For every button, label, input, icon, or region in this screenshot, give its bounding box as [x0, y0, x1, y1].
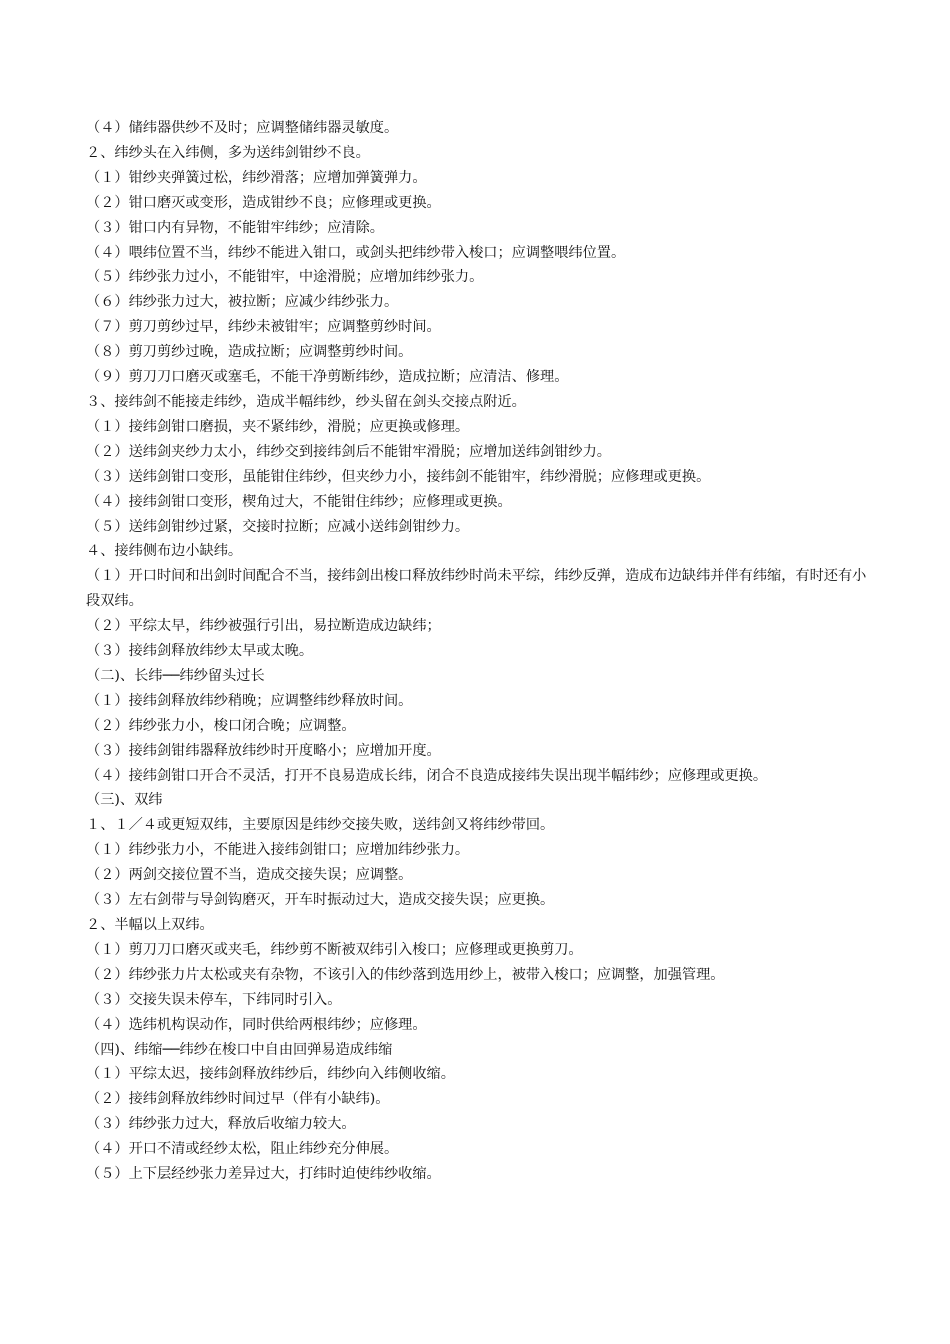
text-line: （５）上下层经纱张力差异过大，打纬时迫使纬纱收缩。 — [86, 1166, 441, 1183]
text-line: （１）平综太迟，接纬剑释放纬纱后，纬纱向入纬侧收缩。 — [86, 1066, 455, 1083]
text-line: （９）剪刀刀口磨灭或塞毛，不能干净剪断纬纱，造成拉断；应清洁、修理。 — [86, 369, 569, 386]
section-heading: （四)、纬缩──纬纱在梭口中自由回弹易造成纬缩 — [86, 1041, 393, 1058]
text-line: （３）钳口内有异物，不能钳牢纬纱；应清除。 — [86, 219, 384, 236]
text-line: （３）纬纱张力过大，释放后收缩力较大。 — [86, 1116, 356, 1133]
text-line: （３）左右剑带与导剑钩磨灭，开车时振动过大，造成交接失误；应更换。 — [86, 892, 555, 909]
text-line: （６）纬纱张力过大，被拉断；应减少纬纱张力。 — [86, 294, 399, 311]
text-line: （４）储纬器供纱不及时；应调整储纬器灵敏度。 — [86, 120, 399, 136]
text-line: （４）接纬剑钳口开合不灵活，打开不良易造成长纬，闭合不良造成接纬失误出现半幅纬纱；应修理或更换。 — [86, 767, 768, 784]
text-line: （１）接纬剑钳口磨损，夹不紧纬纱，滑脱；应更换或修理。 — [86, 418, 470, 435]
text-line: （１）剪刀刀口磨灭或夹毛，纬纱剪不断被双纬引入梭口；应修理或更换剪刀。 — [86, 941, 583, 958]
text-line: （７）剪刀剪纱过早，纬纱未被钳牢；应调整剪纱时间。 — [86, 319, 441, 336]
section-heading: ２、纬纱头在入纬侧，多为送纬剑钳纱不良。 — [86, 144, 370, 161]
text-line: （２）纬纱张力片太松或夹有杂物，不该引入的伟纱落到选用纱上，被带入梭口；应调整，加强管理。 — [86, 966, 725, 983]
text-line: （３）送纬剑钳口变形，虽能钳住纬纱，但夹纱力小，接纬剑不能钳牢，纬纱滑脱；应修理或更换。 — [86, 468, 711, 485]
section-heading: （二)、长纬──纬纱留头过长 — [86, 667, 265, 684]
text-line: （２）平综太早，纬纱被强行引出，易拉断造成边缺纬； — [86, 618, 441, 635]
text-line: （１）接纬剑释放纬纱稍晚；应调整纬纱释放时间。 — [86, 692, 413, 709]
text-line: （２）接纬剑释放纬纱时间过早（伴有小缺纬)。 — [86, 1091, 390, 1108]
text-line: （２）钳口磨灭或变形，造成钳纱不良；应修理或更换。 — [86, 194, 441, 211]
document-page — [86, 116, 870, 1187]
text-line: （２）送纬剑夹纱力太小，纬纱交到接纬剑后不能钳牢滑脱；应增加送纬剑钳纱力。 — [86, 443, 611, 460]
text-line: （３）交接失误未停车，下纬同时引入。 — [86, 991, 342, 1008]
text-line: （５）纬纱张力过小，不能钳牢，中途滑脱；应增加纬纱张力。 — [86, 269, 484, 286]
section-heading: ４、接纬侧布边小缺纬。 — [86, 543, 243, 560]
text-line: （８）剪刀剪纱过晚，造成拉断；应调整剪纱时间。 — [86, 344, 413, 361]
text-line: （１）钳纱夹弹簧过松，纬纱滑落；应增加弹簧弹力。 — [86, 169, 427, 186]
text-line: （１）纬纱张力小，不能进入接纬剑钳口；应增加纬纱张力。 — [86, 842, 470, 859]
text-line: （２）纬纱张力小，梭口闭合晚；应调整。 — [86, 717, 356, 734]
text-line: （４）接纬剑钳口变形，楔角过大，不能钳住纬纱；应修理或更换。 — [86, 493, 512, 510]
section-heading: ２、半幅以上双纬。 — [86, 917, 214, 933]
section-heading: （三)、双纬 — [86, 792, 163, 809]
text-line: （４）开口不清或经纱太松，阻止纬纱充分伸展。 — [86, 1141, 399, 1158]
text-line: （４）喂纬位置不当，纬纱不能进入钳口，或剑头把纬纱带入梭口；应调整喂纬位置。 — [86, 244, 626, 261]
text-line: （１）开口时间和出剑时间配合不当，接纬剑出梭口释放纬纱时尚未平综，纬纱反弹，造成布边缺纬并伴有纬缩，有时还有小段双纬。 — [86, 568, 867, 610]
text-line: （３）接纬剑释放纬纱太早或太晚。 — [86, 643, 314, 660]
text-line: （５）送纬剑钳纱过紧，交接时拉断；应减小送纬剑钳纱力。 — [86, 518, 470, 535]
text-line: （３）接纬剑钳纬器释放纬纱时开度略小；应增加开度。 — [86, 742, 441, 759]
text-line: （２）两剑交接位置不当，造成交接失误；应调整。 — [86, 867, 413, 884]
section-heading: １、１／４或更短双纬，主要原因是纬纱交接失败，送纬剑又将纬纱带回。 — [86, 817, 555, 834]
section-heading: ３、接纬剑不能接走纬纱，造成半幅纬纱，纱头留在剑头交接点附近。 — [86, 393, 526, 410]
text-line: （４）选纬机构误动作，同时供给两根纬纱；应修理。 — [86, 1016, 427, 1033]
